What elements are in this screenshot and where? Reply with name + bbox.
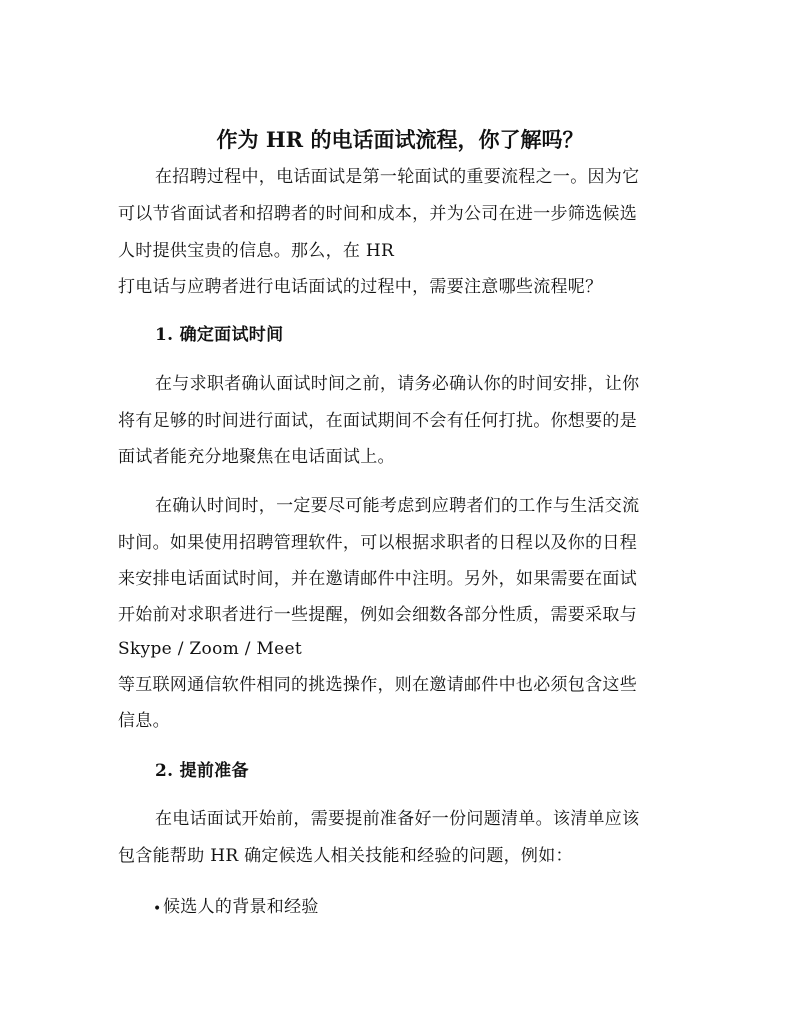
section-1-para-2-line-2: 时间。如果使用招聘管理软件，可以根据求职者的日程以及你的日程: [118, 533, 637, 553]
section-1-para-1-line-1: 在与求职者确认面试时间之前，请务必确认你的时间安排，让你: [155, 374, 640, 394]
bullet-dot-icon: •: [153, 901, 162, 917]
section-1-para-2-line-5: Skype / Zoom / Meet: [118, 639, 303, 659]
intro-line-2: 可以节省面试者和招聘者的时间和成本，并为公司在进一步筛选候选: [118, 204, 637, 224]
intro-line-1: 在招聘过程中，电话面试是第一轮面试的重要流程之一。因为它: [155, 167, 640, 187]
section-1-para-2-line-6: 等互联网通信软件相同的挑选操作，则在邀请邮件中也必须包含这些: [118, 675, 637, 695]
section-1-para-2-line-4: 开始前对求职者进行一些提醒，例如会细数各部分性质，需要采取与: [118, 605, 637, 625]
section-1-para-2-line-7: 信息。: [118, 711, 170, 731]
intro-line-4: 打电话与应聘者进行电话面试的过程中，需要注意哪些流程呢？: [118, 277, 603, 297]
section-2-para-1-line-1: 在电话面试开始前，需要提前准备好一份问题清单。该清单应该: [155, 809, 640, 829]
section-2-heading: 2. 提前准备: [155, 761, 249, 781]
intro-line-3: 人时提供宝贵的信息。那么，在 HR: [118, 241, 395, 261]
section-1-para-2-line-3: 来安排电话面试时间，并在邀请邮件中注明。另外，如果需要在面试: [118, 569, 637, 589]
section-2-para-1-line-2: 包含能帮助 HR 确定候选人相关技能和经验的问题，例如：: [118, 846, 573, 866]
section-1-para-2-line-1: 在确认时间时，一定要尽可能考虑到应聘者们的工作与生活交流: [155, 496, 640, 516]
list-item: 候选人的背景和经验: [163, 897, 319, 917]
section-1-heading: 1. 确定面试时间: [155, 325, 284, 345]
document-title: 作为 HR 的电话面试流程，你了解吗？: [216, 127, 584, 152]
section-1-para-1-line-3: 面试者能充分地聚焦在电话面试上。: [118, 447, 395, 467]
section-1-para-1-line-2: 将有足够的时间进行面试，在面试期间不会有任何打扰。你想要的是: [118, 411, 637, 431]
